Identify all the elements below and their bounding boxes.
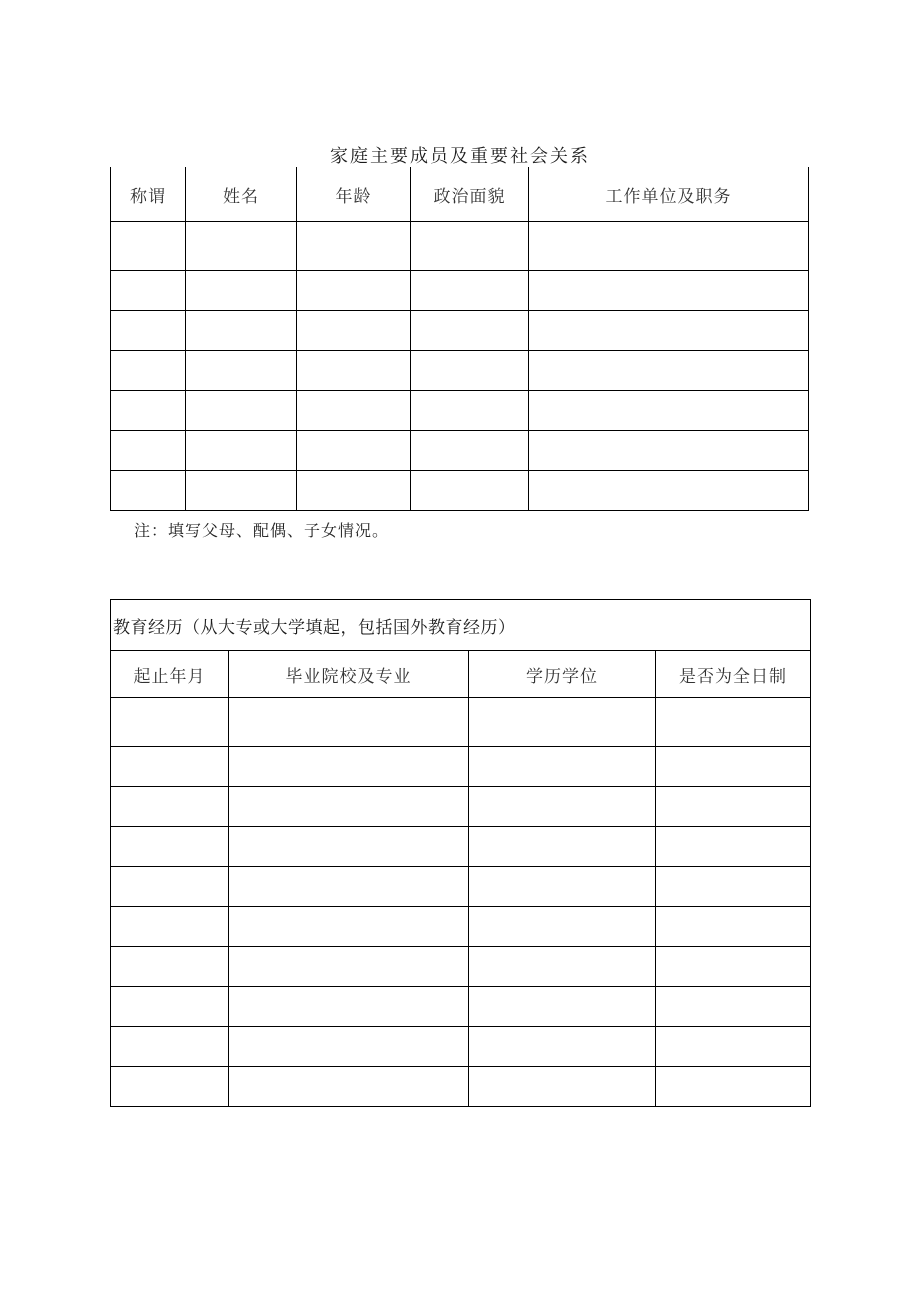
education-cell[interactable] <box>111 827 229 867</box>
family-cell[interactable] <box>529 471 809 511</box>
header-employer-position: 工作单位及职务 <box>529 167 809 222</box>
education-heading: 教育经历（从大专或大学填起，包括国外教育经历） <box>111 600 811 651</box>
family-row <box>111 271 809 311</box>
education-row <box>111 787 811 827</box>
family-cell[interactable] <box>111 271 186 311</box>
education-cell[interactable] <box>469 907 656 947</box>
education-cell[interactable] <box>656 698 811 747</box>
family-cell[interactable] <box>411 222 529 271</box>
family-cell[interactable] <box>411 271 529 311</box>
education-cell[interactable] <box>469 947 656 987</box>
family-cell[interactable] <box>111 222 186 271</box>
family-cell[interactable] <box>186 471 297 511</box>
education-cell[interactable] <box>656 747 811 787</box>
education-cell[interactable] <box>229 947 469 987</box>
header-political-status: 政治面貌 <box>411 167 529 222</box>
family-row <box>111 391 809 431</box>
education-cell[interactable] <box>111 867 229 907</box>
family-cell[interactable] <box>411 471 529 511</box>
education-cell[interactable] <box>111 747 229 787</box>
header-full-time: 是否为全日制 <box>656 651 811 698</box>
family-cell[interactable] <box>297 391 411 431</box>
education-heading-row <box>111 600 811 651</box>
family-cell[interactable] <box>111 351 186 391</box>
education-cell[interactable] <box>469 987 656 1027</box>
family-members-table <box>110 167 809 511</box>
header-period: 起止年月 <box>111 651 229 698</box>
education-cell[interactable] <box>656 907 811 947</box>
education-cell[interactable] <box>656 867 811 907</box>
family-cell[interactable] <box>186 271 297 311</box>
family-cell[interactable] <box>411 351 529 391</box>
page-title: 家庭主要成员及重要社会关系 <box>330 146 590 167</box>
education-cell[interactable] <box>111 907 229 947</box>
family-header-row <box>111 167 809 222</box>
header-name: 姓名 <box>186 167 297 222</box>
family-cell[interactable] <box>529 431 809 471</box>
family-row <box>111 222 809 271</box>
header-relation: 称谓 <box>111 167 186 222</box>
education-cell[interactable] <box>229 747 469 787</box>
family-cell[interactable] <box>529 271 809 311</box>
education-cell[interactable] <box>229 1027 469 1067</box>
education-cell[interactable] <box>229 1067 469 1107</box>
education-cell[interactable] <box>469 1067 656 1107</box>
family-cell[interactable] <box>186 311 297 351</box>
family-note: 注：填写父母、配偶、子女情况。 <box>134 521 390 540</box>
family-cell[interactable] <box>297 311 411 351</box>
education-cell[interactable] <box>229 787 469 827</box>
education-cell[interactable] <box>656 827 811 867</box>
education-cell[interactable] <box>469 867 656 907</box>
family-cell[interactable] <box>297 351 411 391</box>
family-row <box>111 471 809 511</box>
education-cell[interactable] <box>111 1067 229 1107</box>
education-cell[interactable] <box>229 907 469 947</box>
education-cell[interactable] <box>656 787 811 827</box>
education-cell[interactable] <box>229 867 469 907</box>
education-cell[interactable] <box>469 747 656 787</box>
education-row <box>111 907 811 947</box>
education-cell[interactable] <box>111 787 229 827</box>
header-age: 年龄 <box>297 167 411 222</box>
education-cell[interactable] <box>111 947 229 987</box>
education-cell[interactable] <box>111 698 229 747</box>
family-cell[interactable] <box>297 271 411 311</box>
family-row <box>111 351 809 391</box>
education-header-row <box>111 651 811 698</box>
family-cell[interactable] <box>186 351 297 391</box>
education-cell[interactable] <box>469 1027 656 1067</box>
education-cell[interactable] <box>229 827 469 867</box>
education-row <box>111 867 811 907</box>
family-cell[interactable] <box>411 311 529 351</box>
education-cell[interactable] <box>229 698 469 747</box>
family-cell[interactable] <box>186 391 297 431</box>
education-row <box>111 987 811 1027</box>
education-cell[interactable] <box>656 987 811 1027</box>
family-cell[interactable] <box>297 222 411 271</box>
family-row <box>111 311 809 351</box>
family-cell[interactable] <box>186 222 297 271</box>
education-cell[interactable] <box>656 1067 811 1107</box>
family-cell[interactable] <box>529 222 809 271</box>
education-row <box>111 1067 811 1107</box>
education-row <box>111 747 811 787</box>
family-cell[interactable] <box>297 471 411 511</box>
education-row <box>111 947 811 987</box>
family-cell[interactable] <box>411 431 529 471</box>
family-row <box>111 431 809 471</box>
education-cell[interactable] <box>469 698 656 747</box>
family-cell[interactable] <box>111 391 186 431</box>
family-cell[interactable] <box>186 431 297 471</box>
education-cell[interactable] <box>111 987 229 1027</box>
family-cell[interactable] <box>529 391 809 431</box>
education-cell[interactable] <box>229 987 469 1027</box>
family-cell[interactable] <box>111 471 186 511</box>
family-cell[interactable] <box>411 391 529 431</box>
family-cell[interactable] <box>529 311 809 351</box>
header-school-major: 毕业院校及专业 <box>229 651 469 698</box>
family-cell[interactable] <box>297 431 411 471</box>
education-cell[interactable] <box>469 827 656 867</box>
education-row <box>111 1027 811 1067</box>
family-cell[interactable] <box>111 431 186 471</box>
education-row <box>111 827 811 867</box>
education-cell[interactable] <box>656 1027 811 1067</box>
education-table <box>110 599 811 1107</box>
family-cell[interactable] <box>529 351 809 391</box>
education-cell[interactable] <box>656 947 811 987</box>
family-cell[interactable] <box>111 311 186 351</box>
education-cell[interactable] <box>469 787 656 827</box>
header-degree: 学历学位 <box>469 651 656 698</box>
education-row <box>111 698 811 747</box>
education-cell[interactable] <box>111 1027 229 1067</box>
